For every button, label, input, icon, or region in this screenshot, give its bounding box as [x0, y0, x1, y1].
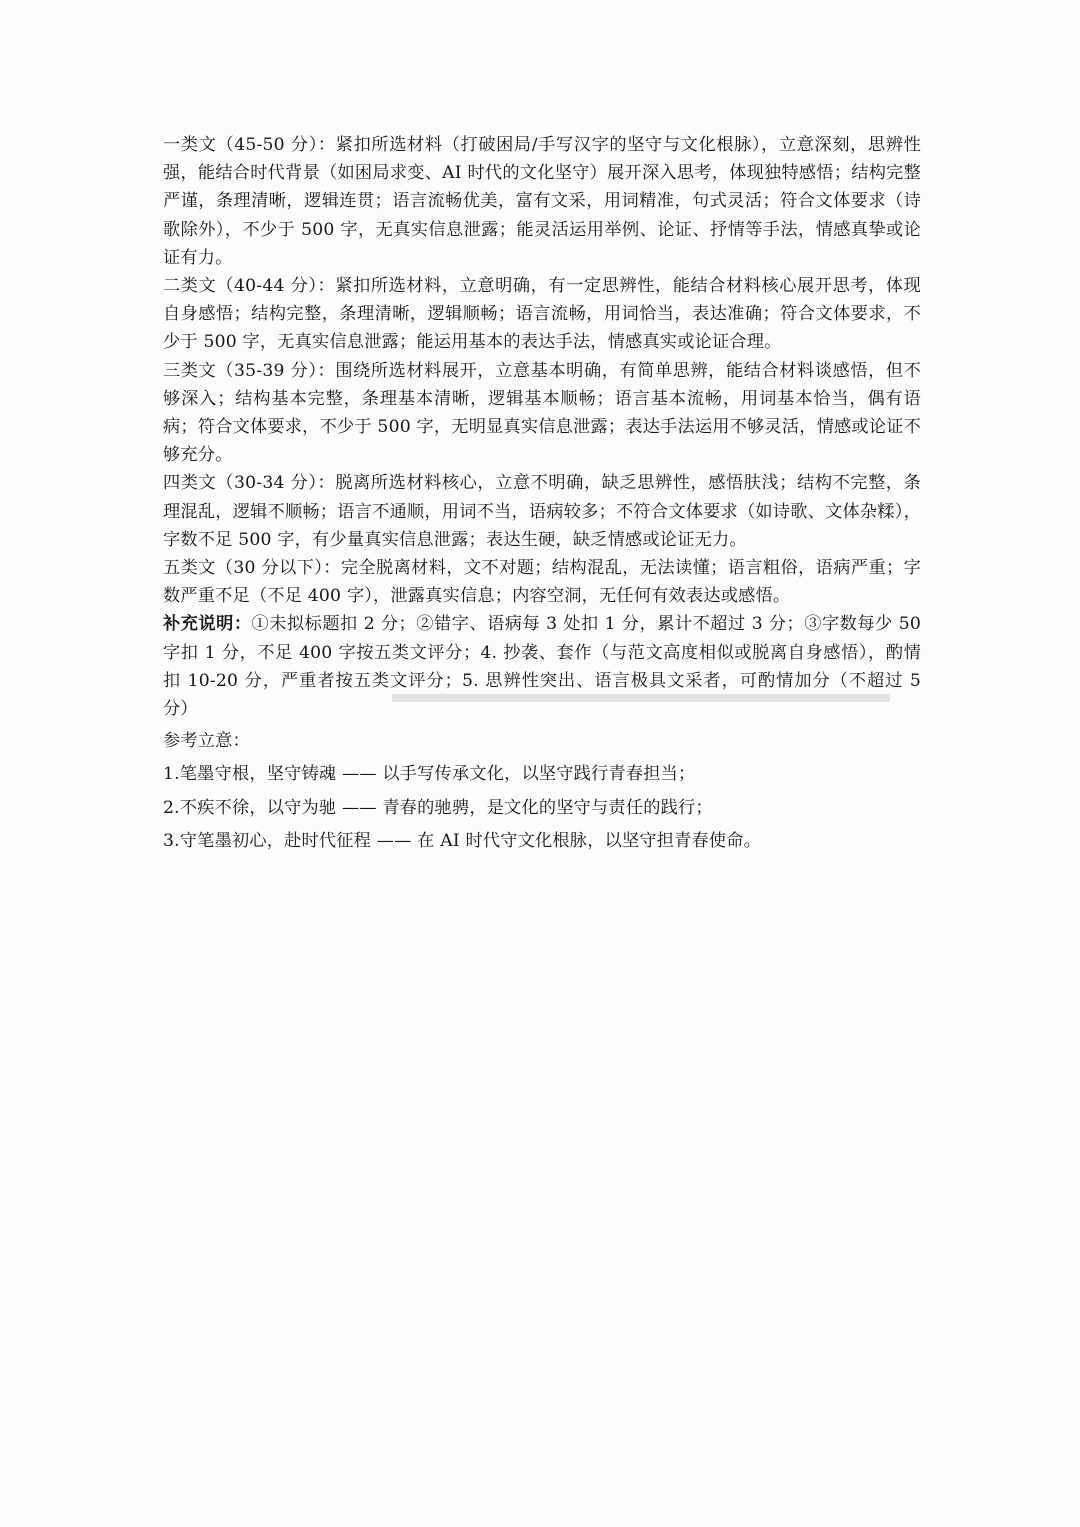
- grading-class-1: [163, 131, 921, 272]
- grading-class-5-text: 完全脱离材料，文不对题；结构混乱，无法读懂；语言粗俗，语病严重；字数严重不足（不足 400 字），泄露真实信息；内容空洞，无任何有效表达或感悟。: [163, 558, 921, 607]
- grading-class-5: [163, 554, 921, 610]
- supplementary-notes-label: 补充说明：: [163, 614, 252, 635]
- grading-class-2: [163, 272, 921, 357]
- grading-class-4: [163, 469, 921, 554]
- grading-class-5-label: 五类文（30 分以下）：: [163, 558, 341, 579]
- grading-class-3: [163, 357, 921, 470]
- grading-criteria-document: [163, 131, 921, 855]
- grading-class-1-text: 紧扣所选材料（打破困局/手写汉字的坚守与文化根脉），立意深刻，思辨性强，能结合时代背景（如困局求变、AI 时代的文化坚守）展开深入思考，体现独特感悟；结构完整严谨，条理清晰，逻辑连贯；语言流畅优美，富有文采，用词精准，句式灵活；符合文体要求（诗歌除外），不少于 500 字，无真实信息泄露；能灵活运用举例、论证、抒情等手法，情感真挚或论证有力。: [163, 135, 922, 268]
- reference-ideas-title: 参考立意：: [163, 731, 250, 752]
- grading-class-2-text: 紧扣所选材料，立意明确，有一定思辨性，能结合材料核心展开思考，体现自身感悟；结构完整，条理清晰，逻辑顺畅；语言流畅，用词恰当，表达准确；符合文体要求，不少于 500 字，无真实信息泄露；能运用基本的表达手法，情感真实或论证合理。: [163, 276, 922, 353]
- reference-idea-item: 1.笔墨守根，坚守铸魂 —— 以手写传承文化，以坚守践行青春担当；: [163, 764, 696, 785]
- grading-class-1-label: 一类文（45-50 分）：: [163, 135, 336, 155]
- supplementary-notes-text: ①未拟标题扣 2 分；②错字、语病每 3 处扣 1 分，累计不超过 3 分；③字数每少 50 字扣 1 分，不足 400 字按五类文评分；4. 抄袭、套作（与范文高度相似或脱离自身感悟），酌情扣 10-20 分，严重者按五类文评分；5. 思辨性突出、语言极具文采者，可酌情加分（不超过 5 分）: [163, 614, 921, 720]
- reference-idea-item: 2.不疾不徐，以守为驰 —— 青春的驰骋，是文化的坚守与责任的践行；: [163, 797, 713, 818]
- reference-idea-item: 3.守笔墨初心，赴时代征程 —— 在 AI 时代守文化根脉，以坚守担青春使命。: [163, 830, 762, 851]
- grading-class-4-label: 四类文（30-34 分）：: [163, 473, 336, 494]
- supplementary-notes: [163, 610, 921, 723]
- grading-class-2-label: 二类文（40-44 分）：: [163, 276, 336, 297]
- grading-class-3-text: 围绕所选材料展开，立意基本明确，有简单思辨，能结合材料谈感悟，但不够深入；结构基本完整，条理基本清晰，逻辑基本顺畅；语言基本流畅，用词基本恰当，偶有语病；符合文体要求，不少于 500 字，无明显真实信息泄露；表达手法运用不够灵活，情感或论证不够充分。: [163, 360, 922, 466]
- grading-class-3-label: 三类文（35-39 分）：: [163, 360, 336, 381]
- grading-class-4-text: 脱离所选材料核心，立意不明确，缺乏思辨性，感悟肤浅；结构不完整，条理混乱，逻辑不顺畅；语言不通顺，用词不当，语病较多；不符合文体要求（如诗歌、文体杂糅），字数不足 500 字，有少量真实信息泄露；表达生硬，缺乏情感或论证无力。: [163, 473, 922, 550]
